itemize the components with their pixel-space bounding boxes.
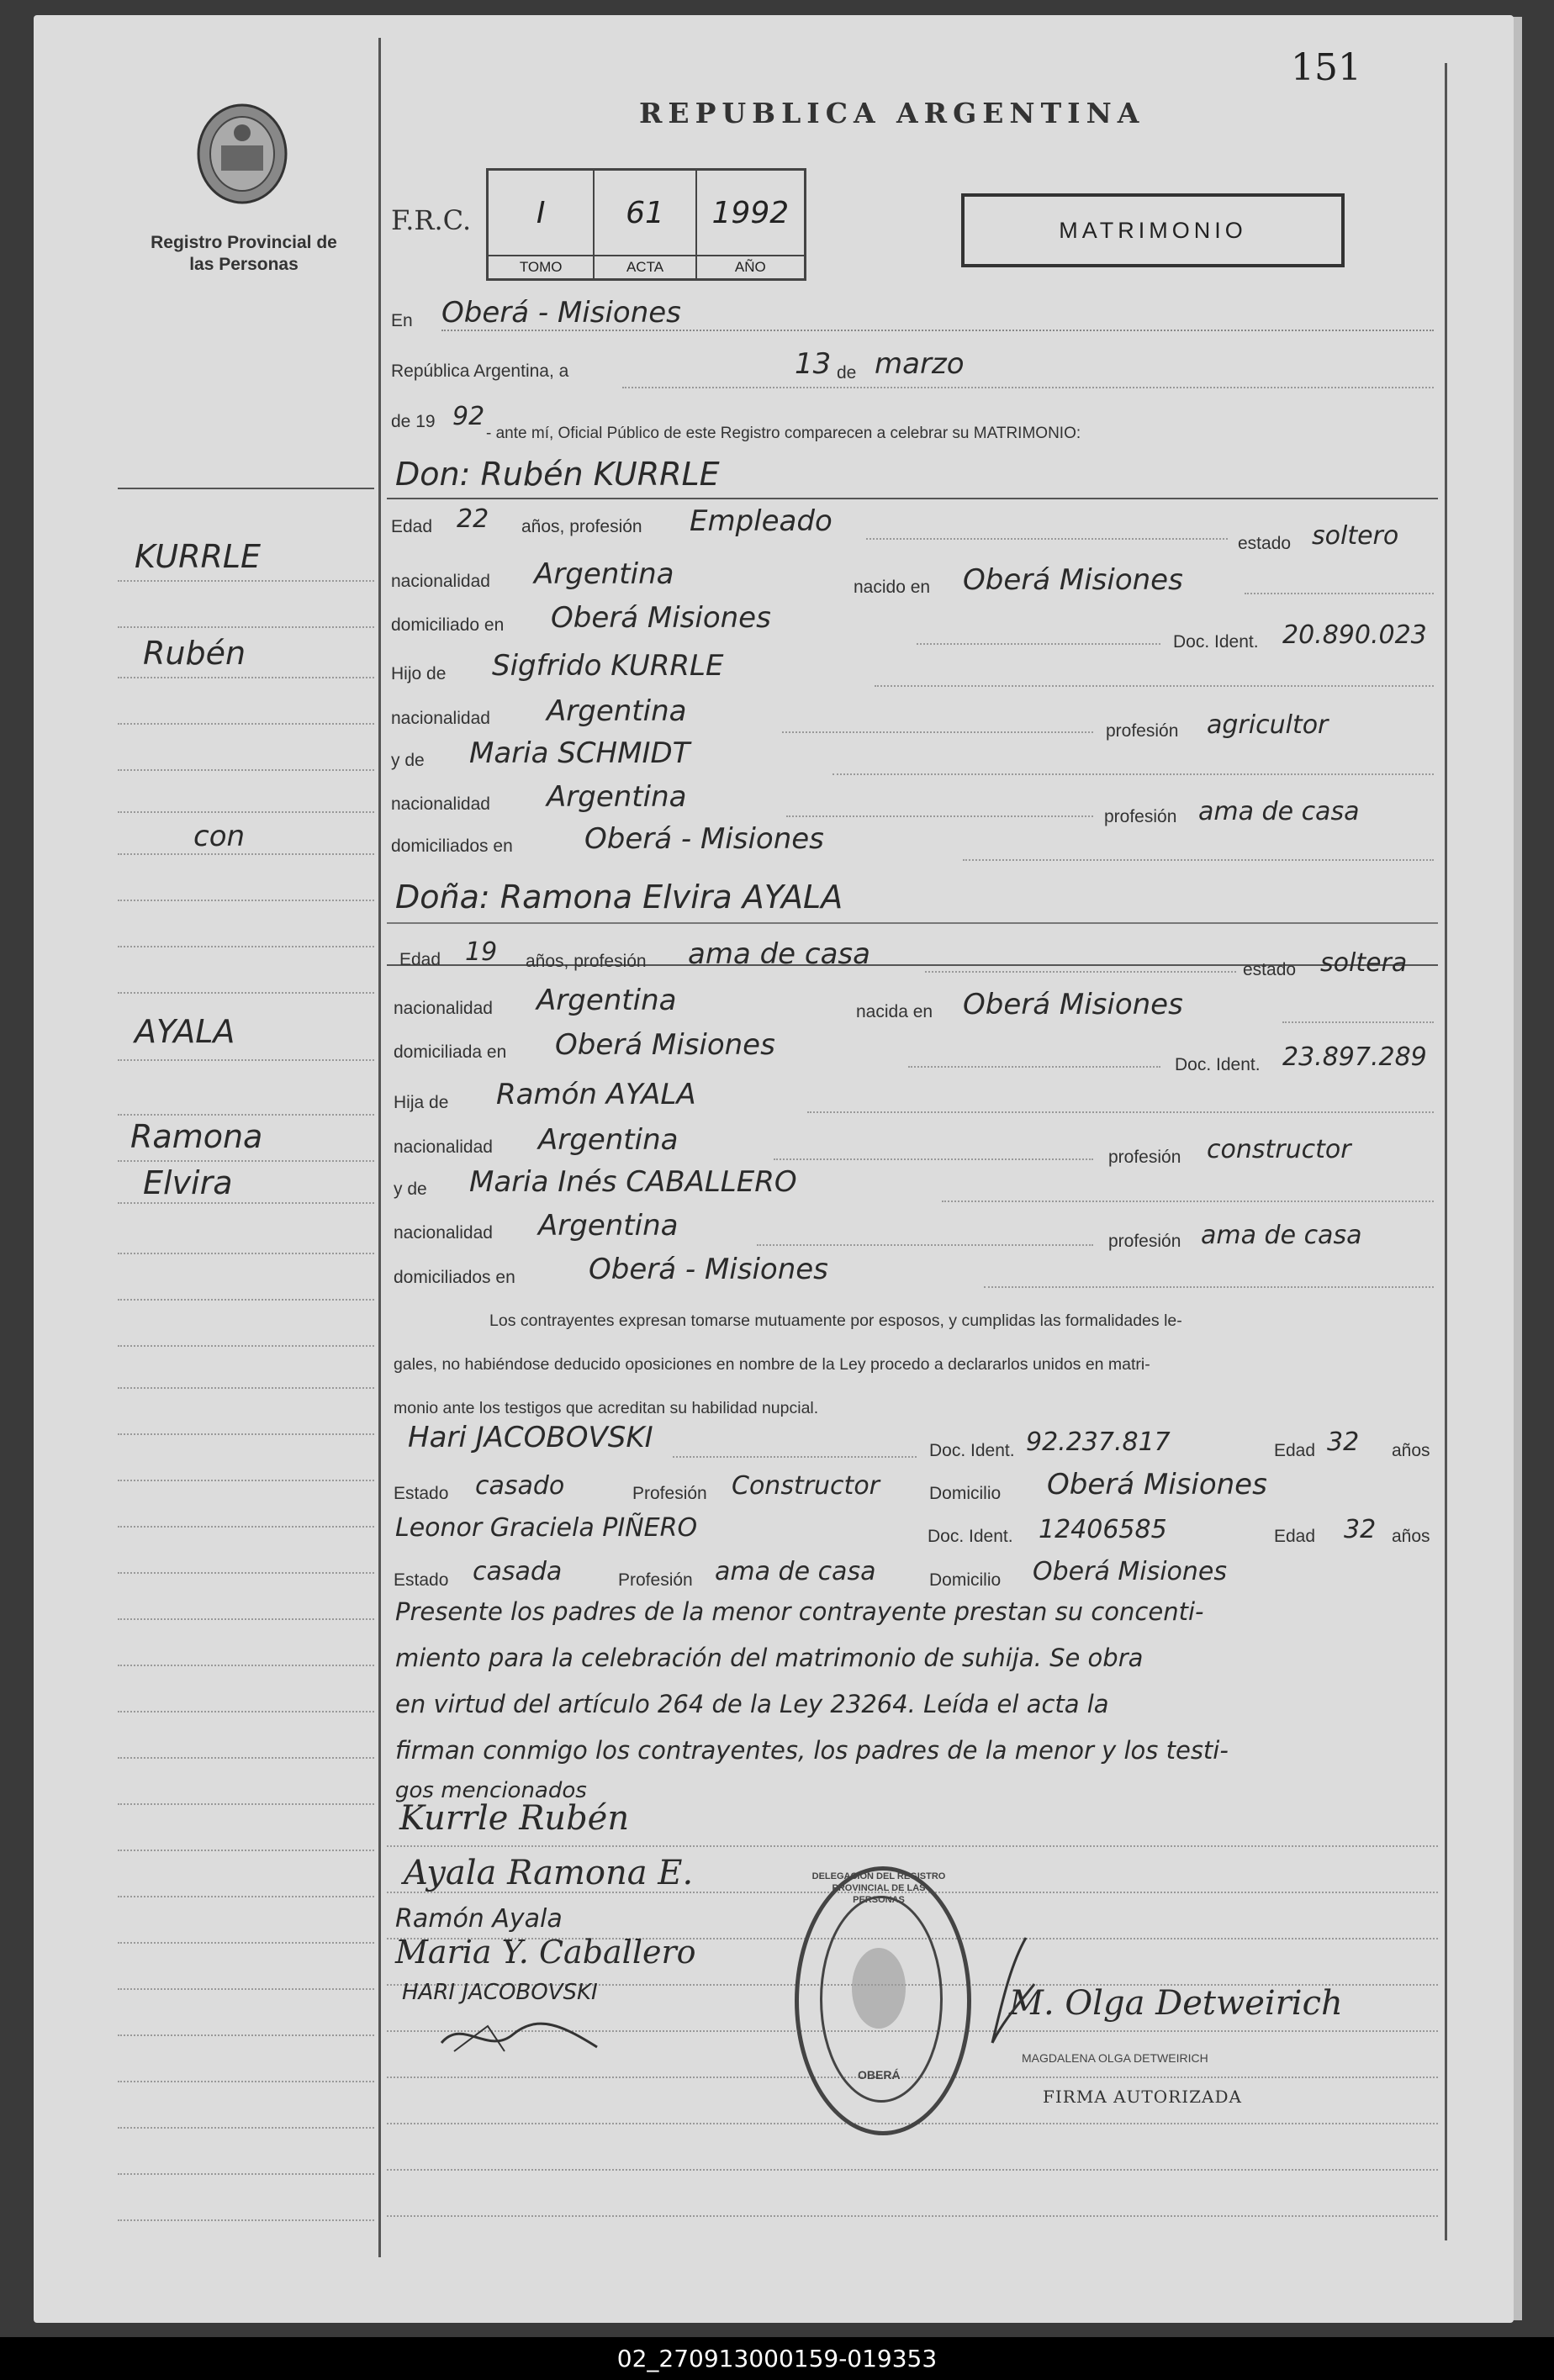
margin-bride-given-1: Ramona	[130, 1118, 263, 1155]
acta-value: 61	[626, 196, 664, 230]
bride-mother-profession: ama de casa	[1201, 1221, 1362, 1250]
year-suffix: 92	[452, 402, 485, 431]
groom-mother-prof-label: profesión	[1104, 807, 1177, 826]
witness-anos-label: años	[1392, 1441, 1430, 1460]
ano-label: AÑO	[697, 255, 804, 278]
witness-age: 32	[1327, 1427, 1360, 1457]
groom-father: Sigfrido KURRLE	[492, 649, 724, 683]
bride-doc-number: 23.897.289	[1282, 1042, 1427, 1072]
ano-cell	[697, 171, 804, 278]
bride-father-nationality: Argentina	[538, 1123, 679, 1157]
official-signature-flourish-icon	[975, 1934, 1043, 2051]
witness-prof-label: Profesión	[618, 1570, 693, 1590]
act-type-box: MATRIMONIO	[961, 193, 1345, 267]
groom-edad-label: Edad	[391, 517, 433, 536]
bride-parents-dom-label: domiciliados en	[394, 1268, 515, 1287]
reference-box	[486, 168, 806, 281]
witness-name: Hari JACOBOVSKI	[408, 1421, 653, 1454]
bride-father-profession: constructor	[1207, 1135, 1351, 1164]
place: Oberá - Misiones	[441, 296, 1434, 331]
republica-label: República Argentina, a	[391, 361, 569, 381]
bride-profession: ama de casa	[688, 937, 870, 971]
signature-groom: Kurrle Rubén	[399, 1799, 630, 1838]
bride-mother-nat-label: nacionalidad	[394, 1223, 493, 1243]
signature-witness: HARI JACOBOVSKI	[402, 1980, 598, 2005]
note-line-2: miento para la celebración del matrimonio de suhija. Se obra	[395, 1644, 1144, 1672]
acta-cell	[595, 171, 696, 278]
witness-doc-label: Doc. Ident.	[929, 1441, 1015, 1460]
seal-location: OBERÁ	[858, 2068, 901, 2082]
bride-nat-label: nacionalidad	[394, 999, 493, 1018]
witness-profession: ama de casa	[715, 1557, 876, 1586]
witness-doc: 12406585	[1039, 1515, 1167, 1544]
signature-bride-father: Ramón Ayala	[395, 1904, 563, 1934]
witness-domicile: Oberá Misiones	[1047, 1468, 1267, 1501]
witness-doc-label: Doc. Ident.	[928, 1527, 1013, 1546]
signature-bride: Ayala Ramona E.	[404, 1854, 694, 1892]
margin-divider-right	[1445, 63, 1447, 2240]
witness-estado-label: Estado	[394, 1484, 449, 1503]
statement: - ante mí, Oficial Público de este Registro comparecen a celebrar su MATRIMONIO:	[486, 425, 1081, 442]
note-line-4: firman conmigo los contrayentes, los padres de la menor y los testi-	[395, 1736, 1229, 1765]
groom-mother-nationality: Argentina	[547, 780, 687, 814]
margin-bride-surname: AYALA	[135, 1013, 235, 1050]
signature-bride-mother: Maria Y. Caballero	[395, 1934, 696, 1971]
groom-heading: Don: Rubén KURRLE	[395, 456, 720, 493]
groom-profession: Empleado	[690, 504, 832, 538]
groom-father-nat-label: nacionalidad	[391, 709, 490, 728]
witness-doc: 92.237.817	[1026, 1427, 1171, 1457]
bride-domicile: Oberá Misiones	[555, 1028, 775, 1062]
groom-domicilio-label: domiciliado en	[391, 615, 505, 635]
provincial-crest-icon	[192, 99, 293, 213]
groom-doc-label: Doc. Ident.	[1173, 632, 1259, 652]
bride-mother-prof-label: profesión	[1108, 1232, 1181, 1251]
groom-nacido-label: nacido en	[854, 578, 931, 597]
groom-nat-label: nacionalidad	[391, 572, 490, 591]
bride-estado-label: estado	[1243, 960, 1297, 979]
official-name-line: MAGDALENA OLGA DETWEIRICH	[1022, 2051, 1208, 2065]
day: 13	[795, 347, 832, 381]
groom-mother-nat-label: nacionalidad	[391, 794, 490, 814]
witness-status: casada	[473, 1557, 563, 1586]
margin-groom-given: Rubén	[143, 635, 246, 672]
groom-marital-status: soltero	[1312, 521, 1399, 551]
witness-anos-label: años	[1392, 1527, 1430, 1546]
bride-heading: Doña: Ramona Elvira AYALA	[395, 879, 843, 916]
bride-anos-label: años, profesión	[526, 952, 647, 971]
witness-dom-label: Domicilio	[929, 1484, 1002, 1503]
bride-marital-status: soltera	[1320, 948, 1408, 978]
en-label: En	[391, 311, 413, 330]
official-title: FIRMA AUTORIZADA	[1043, 2087, 1242, 2107]
month: marzo	[875, 347, 965, 381]
bride-mother-label: y de	[394, 1179, 427, 1199]
witness-dom-label: Domicilio	[929, 1570, 1002, 1590]
groom-mother: Maria SCHMIDT	[469, 736, 690, 770]
tomo-value: I	[536, 196, 546, 230]
declaration-line-1: Los contrayentes expresan tomarse mutuamente por esposos, y cumplidas las formalidades le-	[489, 1311, 1182, 1330]
witness-name: Leonor Graciela PIÑERO	[395, 1513, 698, 1543]
bride-doc-label: Doc. Ident.	[1175, 1055, 1261, 1074]
witness-edad-label: Edad	[1274, 1441, 1316, 1460]
witness-profession: Constructor	[732, 1471, 880, 1501]
frc-label: F.R.C.	[391, 204, 472, 236]
groom-domicile: Oberá Misiones	[551, 601, 771, 635]
acta-label: ACTA	[595, 255, 695, 278]
folio-number: 151	[1291, 46, 1361, 89]
witness-status: casado	[475, 1471, 565, 1501]
declaration-line-2: gales, no habiéndose deducido oposiciones en nombre de la Ley procedo a declararlos unidos en matri-	[394, 1355, 1150, 1374]
declaration-line-3: monio ante los testigos que acreditan su habilidad nupcial.	[394, 1399, 819, 1417]
bride-nacida-label: nacida en	[856, 1002, 933, 1021]
bride-father-nat-label: nacionalidad	[394, 1137, 493, 1157]
seal-emblem-icon	[845, 1938, 912, 2039]
groom-doc-number: 20.890.023	[1282, 620, 1427, 650]
bride-father-label: Hija de	[394, 1093, 449, 1112]
note-line-3: en virtud del artículo 264 de la Ley 23264. Leída el acta la	[395, 1690, 1109, 1718]
seal-text: DELEGACIÓN DEL REGISTRO PROVINCIAL DE LAS PERSONAS	[811, 1871, 946, 1905]
groom-anos-label: años, profesión	[521, 517, 642, 536]
year-prefix: de 19	[391, 412, 436, 431]
bride-nationality: Argentina	[536, 984, 677, 1017]
groom-estado-label: estado	[1238, 534, 1292, 553]
bride-father: Ramón AYALA	[496, 1078, 696, 1111]
registry-name: Registro Provincial de las Personas	[151, 233, 337, 274]
bride-age: 19	[465, 937, 498, 967]
witness-estado-label: Estado	[394, 1570, 449, 1590]
groom-mother-label: y de	[391, 751, 425, 770]
groom-age: 22	[457, 504, 489, 534]
bride-father-prof-label: profesión	[1108, 1148, 1181, 1167]
groom-nationality: Argentina	[534, 557, 674, 591]
groom-birthplace: Oberá Misiones	[963, 563, 1183, 597]
groom-father-nationality: Argentina	[547, 694, 687, 728]
bride-mother: Maria Inés CABALLERO	[469, 1165, 797, 1199]
tomo-label: TOMO	[489, 255, 593, 278]
margin-bride-given-2: Elvira	[143, 1164, 233, 1201]
de-label: de	[837, 363, 857, 383]
country-title: REPUBLICA ARGENTINA	[639, 97, 1145, 129]
official-signature: M. Olga Detweirich	[1009, 1984, 1343, 2023]
bride-domicilio-label: domiciliada en	[394, 1042, 507, 1062]
witness-edad-label: Edad	[1274, 1527, 1316, 1546]
bride-birthplace: Oberá Misiones	[963, 988, 1183, 1021]
groom-parents-domicile: Oberá - Misiones	[584, 822, 824, 856]
margin-groom-surname: KURRLE	[135, 538, 262, 575]
witness-age: 32	[1344, 1515, 1377, 1544]
tomo-cell	[489, 171, 595, 278]
bride-edad-label: Edad	[399, 950, 441, 969]
groom-father-prof-label: profesión	[1106, 721, 1179, 741]
margin-divider-left	[378, 38, 381, 2257]
witness-prof-label: Profesión	[632, 1484, 707, 1503]
groom-father-label: Hijo de	[391, 664, 447, 683]
image-caption: 02_270913000159-019353	[0, 2337, 1554, 2380]
note-line-5: gos mencionados	[395, 1778, 587, 1803]
note-line-1: Presente los padres de la menor contrayente prestan su concenti-	[395, 1597, 1204, 1626]
bride-parents-domicile: Oberá - Misiones	[589, 1253, 828, 1286]
margin-connector: con	[193, 820, 246, 853]
groom-parents-dom-label: domiciliados en	[391, 836, 513, 856]
witness-domicile: Oberá Misiones	[1033, 1557, 1228, 1586]
signature-scribble-icon	[437, 2009, 605, 2060]
bride-mother-nationality: Argentina	[538, 1209, 679, 1243]
groom-mother-profession: ama de casa	[1198, 797, 1360, 826]
ano-value: 1992	[711, 196, 790, 230]
groom-father-profession: agricultor	[1207, 710, 1329, 740]
